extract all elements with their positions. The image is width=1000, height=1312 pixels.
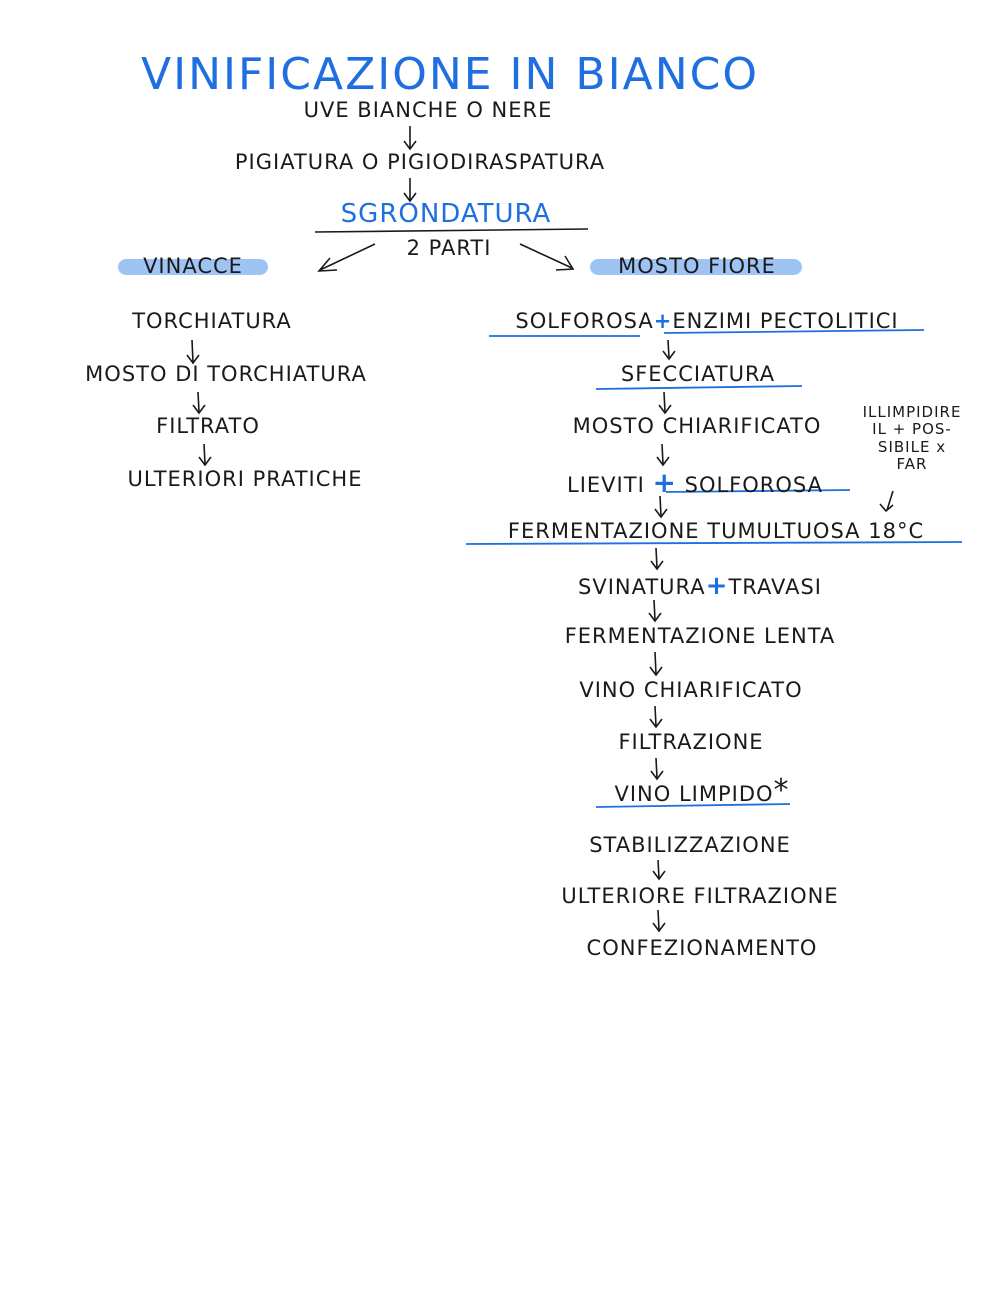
arrow-left-3 [204,444,205,464]
arrow-to-vinacce [320,244,375,270]
branch-head-vinacce: VINACCE [143,254,243,278]
arrow-right-10 [658,860,659,878]
right-step-svinatura-travasi [578,573,822,599]
travasi-label: TRAVASI [728,575,822,599]
side-note [863,404,962,473]
right-step-lieviti-solforosa [567,466,823,499]
left-step-ulteriori-pratiche: ULTERIORI PRATICHE [127,467,363,491]
step-uve: UVE BIANCHE O NERE [303,98,553,122]
arrow-right-6 [654,600,655,620]
right-step-mosto-chiarificato: MOSTO CHIARIFICATO [572,414,822,438]
right-step-sfecciatura: SFECCIATURA [620,362,776,386]
right-step-ulteriore-filtrazione: ULTERIORE FILTRAZIONE [561,884,839,908]
arrow-right-4 [660,496,661,516]
side-note-line-4: FAR [896,454,928,473]
arrow-left-2 [198,392,199,412]
side-note-line-2: IL + POS- [872,420,952,439]
right-step-fermentazione-lenta: FERMENTAZIONE LENTA [564,624,836,648]
sfecciatura-underline [596,386,802,389]
arrow-right-2 [664,392,665,412]
right-step-vino-limpido [614,773,790,814]
step-pigiatura: PIGIATURA O PIGIODIRASPATURA [234,150,606,174]
plus-sign-2: + [652,466,677,499]
svinatura-label: SVINATURA [578,575,706,599]
arrow-right-11 [658,910,659,930]
solforosa2-label: SOLFOROSA [684,473,823,497]
right-step-vino-chiarificato: VINO CHIARIFICATO [579,678,803,702]
right-step-stabilizzazione: STABILIZZAZIONE [589,833,791,857]
arrow-right-3 [662,444,663,464]
arrow-right-1 [668,340,669,358]
right-step-confezionamento: CONFEZIONAMENTO [586,936,818,960]
arrow-left-1 [192,340,193,362]
branch-head-mosto-fiore: MOSTO FIORE [618,254,776,278]
left-step-torchiatura: TORCHIATURA [132,309,292,333]
vino-limpido-label: VINO LIMPIDO [614,782,774,806]
sgrondatura-underline [315,229,588,232]
left-step-mosto-torchiatura: MOSTO DI TORCHIATURA [85,362,367,386]
page-title: VINIFICAZIONE IN BIANCO [141,49,759,101]
arrow-right-7 [655,652,656,674]
arrow-to-mosto-fiore [520,244,572,268]
arrow-right-5 [656,548,657,568]
left-step-filtrato: FILTRATO [156,414,260,438]
split-label: 2 PARTI [406,236,492,260]
side-note-line-3: SIBILE x [877,437,947,456]
step-sgrondatura: SGRONDATURA [340,199,552,229]
right-step-fermentazione-tumultuosa: FERMENTAZIONE TUMULTUOSA 18°C [507,519,925,543]
asterisk: * [773,773,790,808]
lieviti-label: LIEVITI [567,473,645,497]
right-step-filtrazione: FILTRAZIONE [618,730,764,754]
arrow-right-8 [655,706,656,726]
solforosa-label: SOLFOROSA [515,309,654,333]
right-step-solforosa-enzimi [515,311,898,332]
side-note-line-1: ILLIMPIDIRE [862,403,962,421]
plus-sign-3: + [705,571,729,601]
plus-sign-1: + [653,309,673,333]
enzimi-label: ENZIMI PECTOLITICI [672,309,899,333]
arrow-right-9 [656,758,657,778]
